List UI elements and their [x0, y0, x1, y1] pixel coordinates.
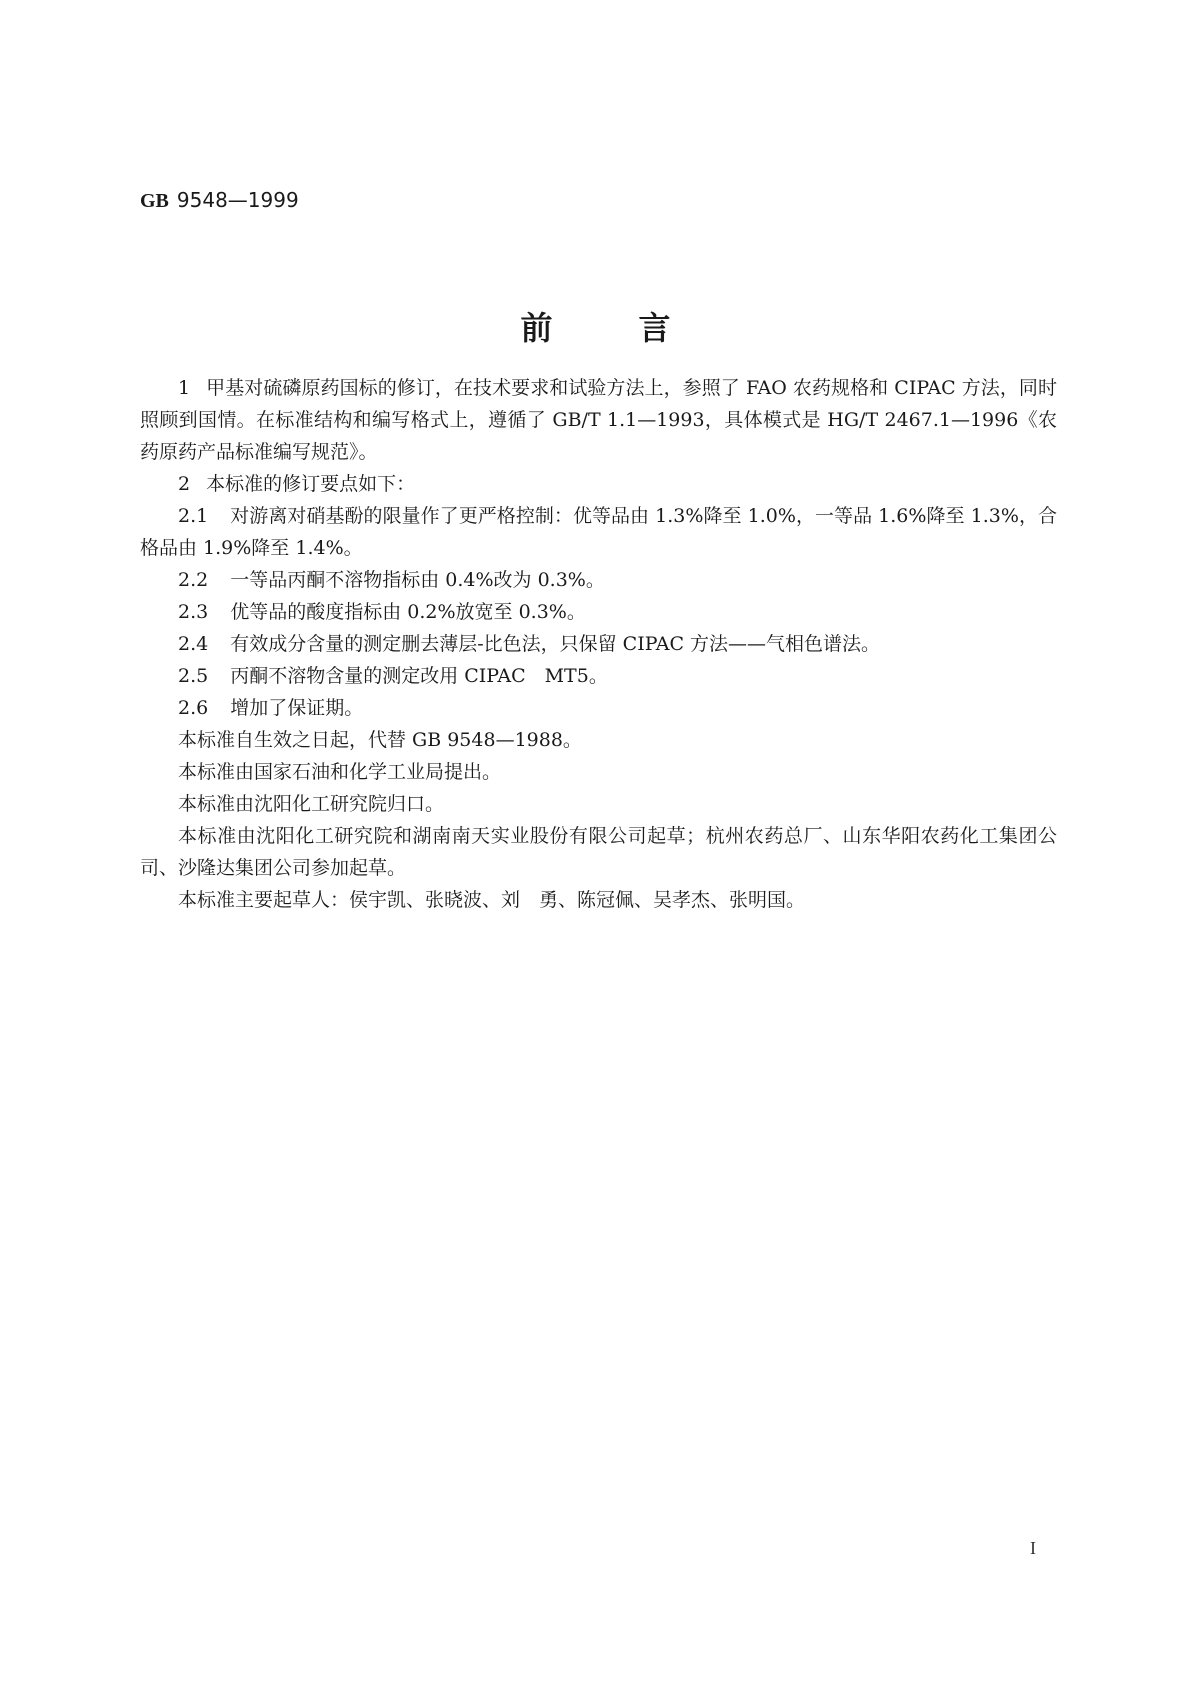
- section-number: 2.5: [178, 665, 209, 687]
- paragraph-text: 本标准主要起草人：侯宇凯、张晓波、刘 勇、陈冠佩、吴孝杰、张明国。: [178, 889, 806, 911]
- paragraph-text: 有效成分含量的测定删去薄层-比色法，只保留 CIPAC 方法——气相色谱法。: [230, 633, 881, 655]
- section-number: 2.6: [178, 697, 209, 719]
- paragraph-text: 增加了保证期。: [230, 697, 364, 719]
- standard-number: 9548—1999: [176, 188, 299, 212]
- paragraph-text: 一等品丙酮不溶物指标由 0.4%改为 0.3%。: [230, 569, 605, 591]
- page-title: 前言: [520, 309, 757, 347]
- paragraph-text: 本标准由国家石油和化学工业局提出。: [178, 761, 502, 783]
- preface-body: [140, 372, 1057, 916]
- standard-code-header: [140, 188, 299, 213]
- paragraph-text: 本标准自生效之日起，代替 GB 9548—1988。: [178, 729, 582, 751]
- section-number: 2: [178, 473, 191, 495]
- paragraph-text: 本标准由沈阳化工研究院归口。: [178, 793, 445, 815]
- paragraph-administrator: [140, 788, 1057, 820]
- paragraph-2-2: [140, 564, 1057, 596]
- section-number: 1: [178, 377, 191, 399]
- paragraph-2-3: [140, 596, 1057, 628]
- page-number: I: [1030, 1538, 1036, 1558]
- section-number: 2.3: [178, 601, 209, 623]
- paragraph-2-1: [140, 500, 1057, 564]
- paragraph-1: [140, 372, 1057, 468]
- paragraph-2-6: [140, 692, 1057, 724]
- section-number: 2.4: [178, 633, 209, 655]
- paragraph-2-4: [140, 628, 1057, 660]
- paragraph-text: 甲基对硫磷原药国标的修订，在技术要求和试验方法上，参照了 FAO 农药规格和 CIPAC 方法，同时照顾到国情。在标准结构和编写格式上，遵循了 GB/T 1.1—1993，具体模式是 HG/T 2467.1—1996《农药原药产品标准编写规范》。: [140, 377, 1057, 463]
- paragraph-proposer: [140, 756, 1057, 788]
- paragraph-drafting-units: [140, 820, 1057, 884]
- paragraph-2-5: [140, 660, 1057, 692]
- section-number: 2.2: [178, 569, 209, 591]
- paragraph-text: 对游离对硝基酚的限量作了更严格控制：优等品由 1.3%降至 1.0%，一等品 1.6%降至 1.3%，合格品由 1.9%降至 1.4%。: [140, 505, 1057, 559]
- section-number: 2.1: [178, 505, 209, 527]
- standard-prefix: GB: [140, 190, 169, 212]
- paragraph-text: 丙酮不溶物含量的测定改用 CIPAC MT5。: [230, 665, 608, 687]
- paragraph-text: 本标准的修订要点如下：: [206, 473, 416, 495]
- paragraph-text: 优等品的酸度指标由 0.2%放宽至 0.3%。: [230, 601, 586, 623]
- paragraph-drafters: [140, 884, 1057, 916]
- paragraph-2: [140, 468, 1057, 500]
- paragraph-replacement: [140, 724, 1057, 756]
- paragraph-text: 本标准由沈阳化工研究院和湖南南天实业股份有限公司起草；杭州农药总厂、山东华阳农药化工集团公司、沙隆达集团公司参加起草。: [140, 825, 1057, 879]
